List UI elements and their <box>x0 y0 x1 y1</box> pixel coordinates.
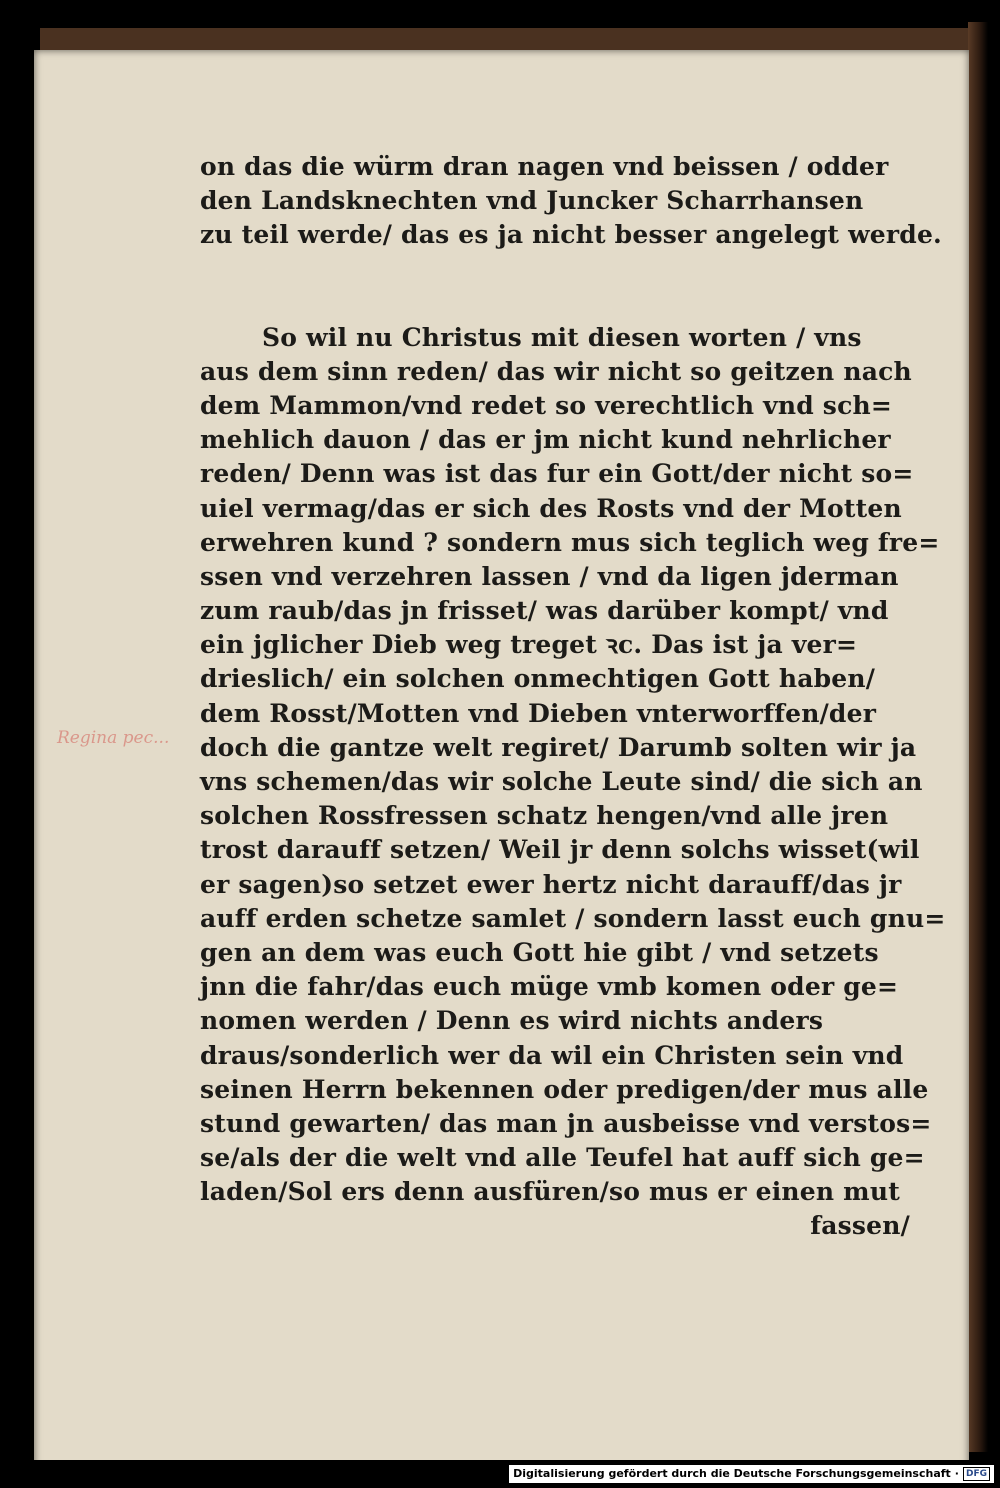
book-spine-edge <box>968 22 988 1452</box>
text-line: doch die gantze welt regiret/ Darumb solten wir ja <box>200 732 917 762</box>
text-line: er sagen)so setzet ewer hertz nicht darauff/das jr <box>200 869 902 899</box>
text-line: dem Rosst/Motten vnd Dieben vnterworffen/der <box>200 698 877 728</box>
text-line: reden/ Denn was ist das fur ein Gott/der nicht so= <box>200 459 914 489</box>
text-line: drieslich/ ein solchen onmechtigen Gott haben/ <box>200 664 876 694</box>
text-line: zu teil werde/ das es ja nicht besser angelegt werde. <box>200 220 942 250</box>
text-line: aus dem sinn reden/ das wir nicht so geitzen nach <box>200 356 912 386</box>
text-line: solchen Rossfressen schatz hengen/vnd alle jren <box>200 801 889 831</box>
text-line: gen an dem was euch Gott hie gibt / vnd setzets <box>200 937 879 967</box>
text-line: mehlich dauon / das er jm nicht kund nehrlicher <box>200 425 891 455</box>
text-line: vns schemen/das wir solche Leute sind/ die sich an <box>200 767 923 796</box>
text-line: seinen Herrn bekennen oder predigen/der mus alle <box>200 1074 929 1104</box>
paragraph-2 <box>200 321 946 1210</box>
text-line: on das die würm dran nagen vnd beissen / odder <box>200 152 889 181</box>
paragraph-1 <box>200 150 942 253</box>
text-line: stund gewarten/ das man jn ausbeisse vnd verstos= <box>200 1108 932 1138</box>
text-line: uiel vermag/das er sich des Rosts vnd der Motten <box>200 493 902 523</box>
dfg-logo-icon: DFG <box>963 1467 990 1481</box>
text-line: se/als der die welt vnd alle Teufel hat auff sich ge= <box>200 1143 925 1173</box>
text-line: auff erden schetze samlet / sondern lasst euch gnu= <box>200 903 946 933</box>
text-line: ssen vnd verzehren lassen / vnd da ligen jderman <box>200 561 899 591</box>
text-line: den Landsknechten vnd Juncker Scharrhansen <box>200 186 864 216</box>
footer-credit-text: Digitalisierung gefördert durch die Deutsche Forschungsgemeinschaft <box>513 1467 951 1480</box>
text-line: trost darauff setzen/ Weil jr denn solchs wisset(wil <box>200 835 920 865</box>
marginal-note: Regina pec... <box>57 728 170 748</box>
text-line: erwehren kund ? sondern mus sich teglich weg fre= <box>200 527 940 557</box>
text-line: dem Mammon/vnd redet so verechtlich vnd sch= <box>200 390 893 420</box>
text-line: So wil nu Christus mit diesen worten / vns <box>262 322 862 352</box>
text-line: zum raub/das jn frisset/ was darüber kompt/ vnd <box>200 596 889 626</box>
text-line: laden/Sol ers denn ausfüren/so mus er einen mut <box>200 1177 900 1207</box>
catchword: fassen/ <box>810 1211 910 1241</box>
text-line: jnn die fahr/das euch müge vmb komen oder ge= <box>200 972 899 1002</box>
page-text <box>200 150 946 1244</box>
text-line: ein jglicher Dieb weg treget ꝛc. Das ist ja ver= <box>200 630 858 660</box>
text-line: draus/sonderlich wer da wil ein Christen sein vnd <box>200 1040 904 1070</box>
text-line: nomen werden / Denn es wird nichts anders <box>200 1006 824 1036</box>
paragraph-gap <box>200 253 920 321</box>
footer-credit: Digitalisierung gefördert durch die Deutsche Forschungsgemeinschaft · DFG <box>509 1465 994 1483</box>
